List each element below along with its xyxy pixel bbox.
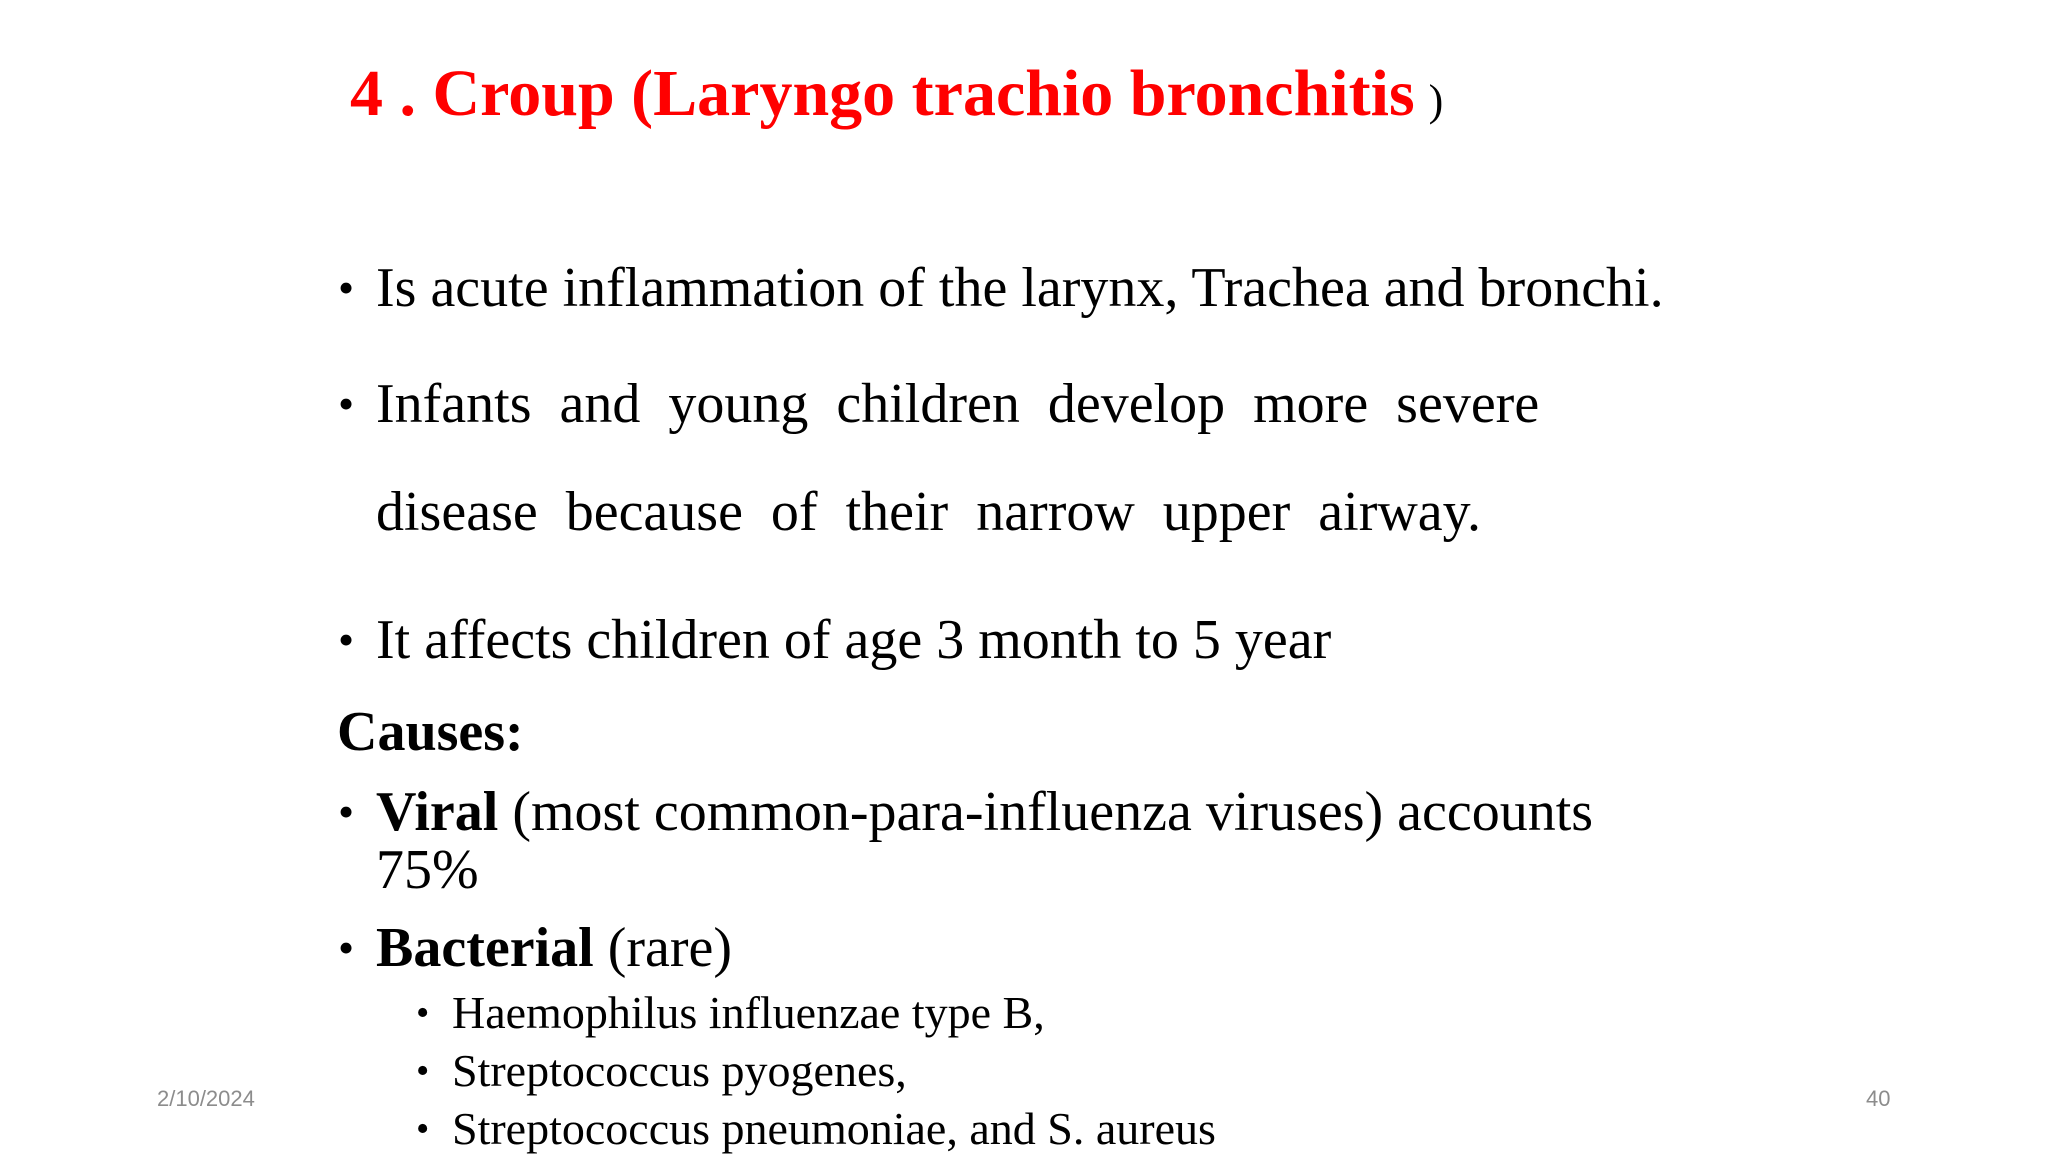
sub-bullet-text: Streptococcus pneumoniae, and S. aureus (452, 1103, 1216, 1154)
sub-bullet-pneumoniae (416, 1102, 1216, 1156)
causes-heading: Causes: (337, 701, 524, 763)
footer-date: 2/10/2024 (157, 1086, 255, 1111)
bacterial-label: Bacterial (376, 917, 594, 979)
sub-bullet-dot: • (416, 1050, 430, 1092)
bullet-infants-continuation: disease because of their narrow upper airway. (376, 481, 1482, 543)
sub-bullet-text: Haemophilus influenzae type B, (452, 987, 1045, 1038)
slide-title (350, 54, 1443, 141)
sub-bullet-pyogenes (416, 1044, 907, 1098)
bullet-text: It affects children of age 3 month to 5 year (376, 609, 1332, 671)
sub-bullet-dot: • (416, 1108, 430, 1150)
bullet-infants (338, 372, 1540, 436)
bullet-text: Is acute inflammation of the larynx, Trachea and bronchi. (376, 257, 1664, 319)
bullet-dot: • (338, 378, 355, 429)
slide-title-suffix: ) (1428, 76, 1444, 125)
bullet-dot: • (338, 262, 355, 313)
sub-bullet-dot: • (416, 992, 430, 1034)
bacterial-text: (rare) (593, 917, 732, 979)
bullet-dot: • (338, 614, 355, 665)
viral-text: (most common-para-influenza viruses) accounts (498, 781, 1594, 843)
slide-title-text: 4 . Croup (Laryngo trachio bronchitis (350, 57, 1415, 130)
bullet-text: Infants and young children develop more severe (376, 373, 1540, 435)
sub-bullet-text: Streptococcus pyogenes, (452, 1045, 907, 1096)
sub-bullet-haemophilus (416, 986, 1045, 1040)
bullet-age (338, 608, 1332, 672)
bullet-dot: • (338, 786, 355, 837)
bullet-dot: • (338, 922, 355, 973)
viral-percentage: 75% (376, 839, 479, 901)
bullet-bacterial (338, 916, 732, 980)
footer-page-number: 40 (1866, 1086, 1891, 1111)
viral-label: Viral (376, 781, 499, 843)
bullet-viral (338, 780, 1594, 844)
bullet-definition (338, 256, 1664, 320)
